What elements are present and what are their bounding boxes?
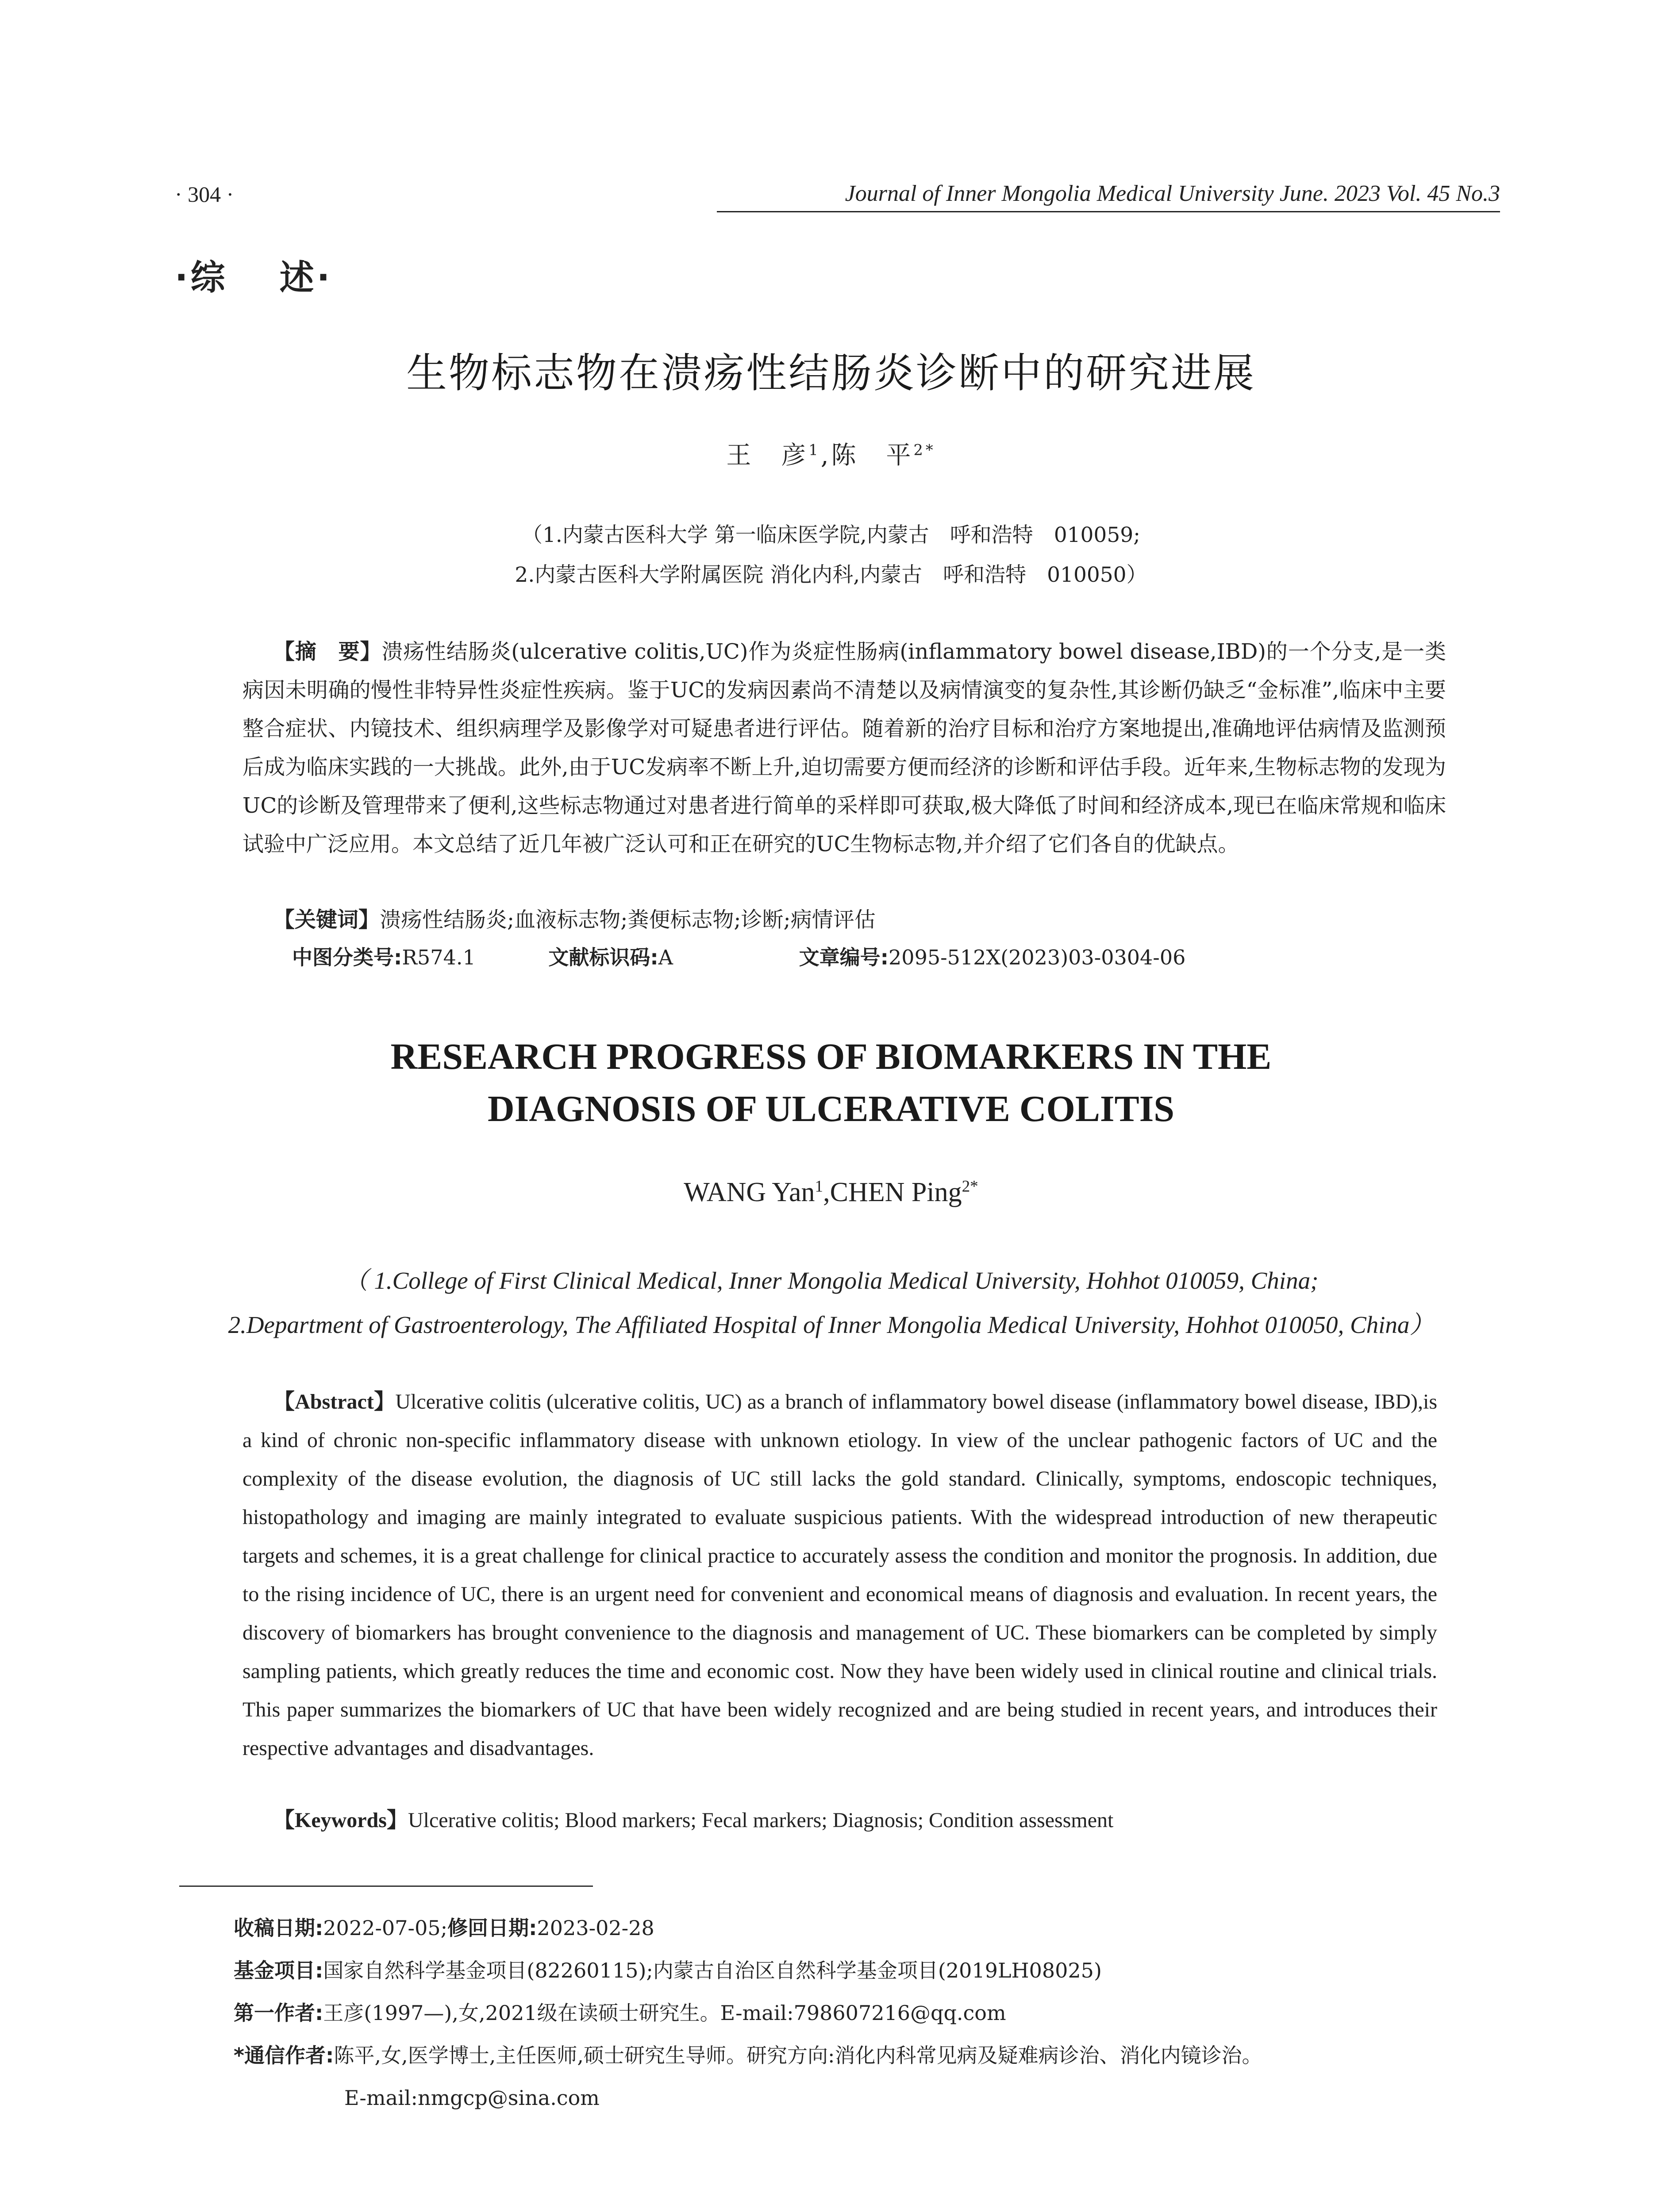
- en-affiliation-line-1: （ 1.College of First Clinical Medical, Inner Mongolia Medical University, Hohhot 010059, China;: [343, 1267, 1319, 1294]
- page-number: · 304 ·: [175, 182, 234, 207]
- en-affiliation-line-2: 2.Department of Gastroenterology, The Affiliated Hospital of Inner Mongolia Medical University, Hohhot 010050, China）: [228, 1311, 1434, 1338]
- en-author-2-affil: 2*: [962, 1177, 978, 1196]
- en-author-2: ,CHEN Ping: [823, 1177, 962, 1207]
- footnote-dates: [234, 1907, 1262, 1949]
- doc-code-value: A: [658, 945, 673, 969]
- chinese-keywords: [273, 902, 876, 933]
- revised-label: 修回日期:: [447, 1916, 537, 1940]
- affiliation-line-1: （1.内蒙古医科大学 第一临床医学院,内蒙古 呼和浩特 010059;: [522, 523, 1140, 547]
- footnote-fund: [234, 1949, 1262, 1992]
- en-keywords-text: Ulcerative colitis; Blood markers; Fecal markers; Diagnosis; Condition assessment: [408, 1809, 1114, 1832]
- article-number-label: 文章编号:: [799, 945, 889, 969]
- revised-value: 2023-02-28: [537, 1916, 654, 1940]
- english-affiliations: [0, 1259, 1662, 1347]
- en-abstract-label: 【Abstract】: [273, 1390, 396, 1413]
- keywords-label: 【关键词】: [273, 907, 380, 932]
- en-author-1: WANG Yan: [684, 1177, 815, 1207]
- english-authors: [0, 1177, 1662, 1208]
- received-label: 收稿日期:: [234, 1916, 323, 1940]
- english-abstract: [242, 1382, 1437, 1767]
- author-1-affil: 1: [808, 441, 821, 459]
- corresponding-value: 陈平,女,医学博士,主任医师,硕士研究生导师。研究方向:消化内科常见病及疑难病诊治、消化内镜诊治。: [334, 2043, 1262, 2067]
- english-title: [0, 1031, 1662, 1135]
- clc-value: R574.1: [402, 945, 476, 969]
- clc-label: 中图分类号:: [292, 945, 402, 969]
- classification-row: [292, 941, 1443, 971]
- first-author-label: 第一作者:: [234, 2001, 323, 2025]
- first-author-value: 王彦(1997—),女,2021级在读硕士研究生。E-mail:798607216@qq.com: [323, 2001, 1006, 2025]
- en-author-1-affil: 1: [815, 1177, 823, 1196]
- english-title-line-1: RESEARCH PROGRESS OF BIOMARKERS IN THE: [390, 1036, 1272, 1077]
- abstract-text: 溃疡性结肠炎(ulcerative colitis,UC)作为炎症性肠病(inflammatory bowel disease,IBD)的一个分支,是一类病因未明确的慢性非特异性炎症性疾病。鉴于UC的发病因素尚不清楚以及病情演变的复杂性,其诊断仍缺乏“金标准”,临床中主要整合症状、内镜技术、组织病理学及影像学对可疑患者进行评估。随着新的治疗目标和治疗方案地提出,准确地评估病情及监测预后成为临床实践的一大挑战。此外,由于UC发病率不断上升,迫切需要方便而经济的诊断和评估手段。近年来,生物标志物的发现为UC的诊断及管理带来了便利,这些标志物通过对患者进行简单的采样即可获取,极大降低了时间和经济成本,现已在临床常规和临床试验中广泛应用。本文总结了近几年被广泛认可和正在研究的UC生物标志物,并介绍了它们各自的优缺点。: [242, 639, 1446, 856]
- received-value: 2022-07-05;: [323, 1916, 448, 1940]
- chinese-title: 生物标志物在溃疡性结肠炎诊断中的研究进展: [406, 349, 1256, 397]
- section-label: ·综 述·: [175, 258, 333, 298]
- footnote-divider: [179, 1886, 593, 1887]
- corresponding-email: E-mail:nmgcp@sina.com: [344, 2086, 600, 2110]
- corresponding-label: *通信作者:: [234, 2043, 334, 2067]
- fund-value: 国家自然科学基金项目(82260115);内蒙古自治区自然科学基金项目(2019LH08025): [323, 1959, 1102, 1982]
- affiliation-line-2: 2.内蒙古医科大学附属医院 消化内科,内蒙古 呼和浩特 010050）: [515, 563, 1147, 587]
- author-1: 王 彦: [726, 441, 809, 470]
- en-keywords-label: 【Keywords】: [273, 1809, 408, 1832]
- author-2: ,陈 平: [820, 441, 914, 470]
- footnote-corresponding: [234, 2034, 1262, 2077]
- journal-header: Journal of Inner Mongolia Medical University June. 2023 Vol. 45 No.3: [717, 180, 1500, 212]
- chinese-affiliations: [0, 515, 1662, 595]
- footnotes: [234, 1907, 1262, 2119]
- english-title-line-2: DIAGNOSIS OF ULCERATIVE COLITIS: [487, 1088, 1175, 1129]
- footnote-first-author: [234, 1992, 1262, 2034]
- chinese-abstract: [242, 633, 1446, 864]
- english-keywords: [273, 1803, 1113, 1833]
- chinese-authors: [0, 436, 1662, 471]
- fund-label: 基金项目:: [234, 1959, 323, 1982]
- article-number-value: 2095-512X(2023)03-0304-06: [889, 945, 1186, 969]
- en-abstract-text: Ulcerative colitis (ulcerative colitis, UC) as a branch of inflammatory bowel disease (inflammatory bowel disease, IBD),is a kind of chronic non-specific inflammatory disease with unknown etiology. In view of the unclear pathogenic factors of UC and the complexity of the disease evolution, the diagnosis of UC still lacks the gold standard. Clinically, symptoms, endoscopic techniques, histopathology and imaging are mainly integrated to evaluate suspicious patients. With the widespread introduction of new therapeutic targets and schemes, it is a great challenge for clinical practice to accurately assess the condition and monitor the prognosis. In addition, due to the rising incidence of UC, there is an urgent need for convenient and economical means of diagnosis and evaluation. In recent years, the discovery of biomarkers has brought convenience to the diagnosis and management of UC. These biomarkers can be completed by simply sampling patients, which greatly reduces the time and economic cost. Now they have been widely used in clinical routine and clinical trials. This paper summarizes the biomarkers of UC that have been widely recognized and are being studied in recent years, and introduces their respective advantages and disadvantages.: [242, 1390, 1437, 1760]
- keywords-text: 溃疡性结肠炎;血液标志物;粪便标志物;诊断;病情评估: [380, 907, 876, 932]
- abstract-label: 【摘 要】: [273, 639, 382, 664]
- doc-code-label: 文献标识码:: [548, 945, 658, 969]
- author-2-affil: 2*: [913, 441, 936, 459]
